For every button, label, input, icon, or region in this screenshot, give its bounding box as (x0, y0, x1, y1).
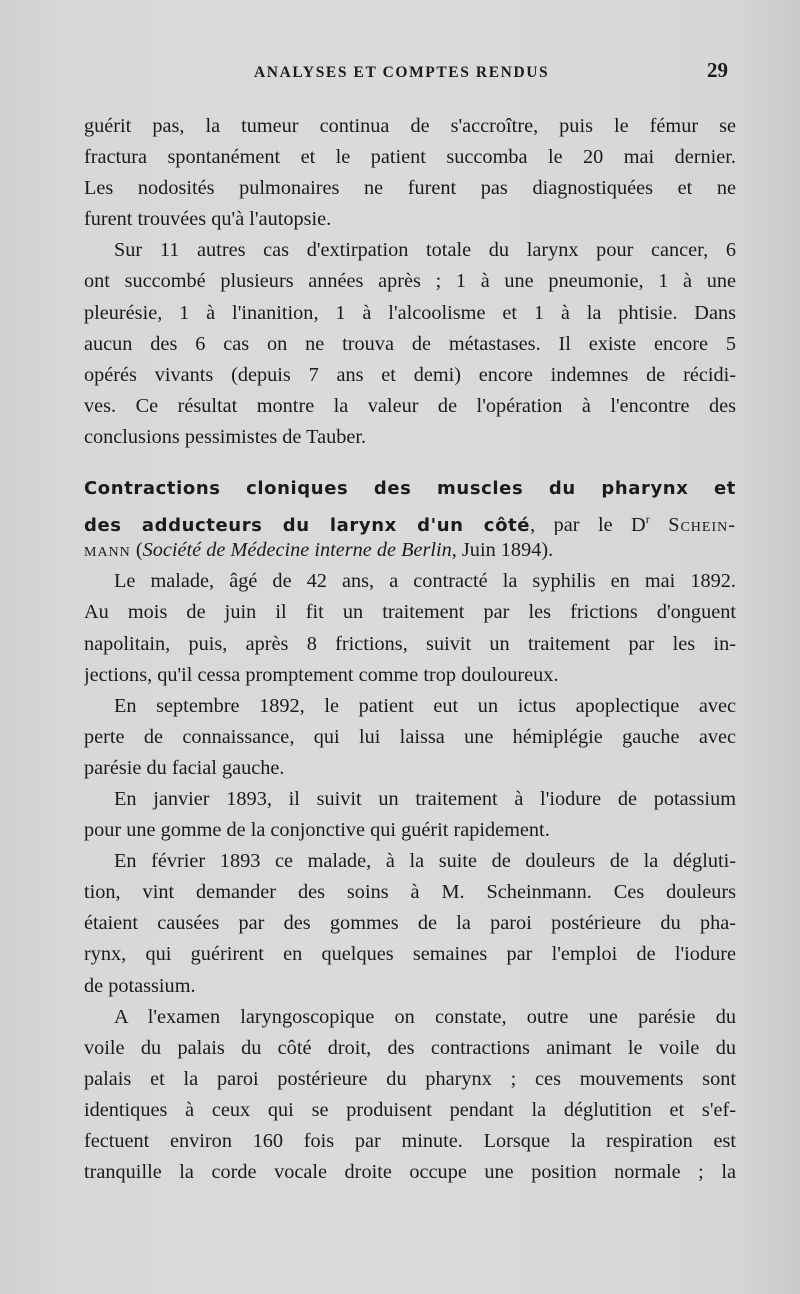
text-line: ves. Ce résultat montre la valeur de l'opération à l'encontre des (84, 394, 736, 417)
source-date: , Juin 1894). (451, 539, 554, 562)
text-line: pleurésie, 1 à l'inanition, 1 à l'alcoolisme et 1 à la phtisie. Dans (84, 301, 736, 324)
text-line: tranquille la corde vocale droite occupe une position normale ; la (84, 1161, 736, 1184)
text-line: voile du palais du côté droit, des contractions animant le voile du (84, 1036, 736, 1059)
section-gap (84, 453, 736, 473)
text-line: de potassium. (84, 974, 196, 997)
text-line: pour une gomme de la conjonctive qui guérit rapidement. (84, 819, 550, 842)
text-line: guérit pas, la tumeur continua de s'accroître, puis le fémur se (84, 115, 736, 137)
text-line: fectuent environ 160 fois par minute. Lorsque la respiration est (84, 1130, 736, 1152)
article-title-part-1: Contractions cloniques des muscles du pharynx et (84, 478, 736, 500)
text-line: ont succombé plusieurs années après ; 1 à une pneumonie, 1 à une (84, 270, 736, 293)
text-line: aucun des 6 cas on ne trouva de métastases. Il existe encore 5 (84, 332, 736, 355)
text-line: Sur 11 autres cas d'extirpation totale du larynx pour cancer, 6 (114, 239, 736, 262)
paragraph-7 (84, 1002, 736, 1189)
text-line: fractura spontanément et le patient succomba le 20 mai dernier. (84, 146, 736, 169)
paragraph-5 (84, 784, 736, 846)
text-line: napolitain, puis, après 8 frictions, suivit un traitement par les in- (84, 632, 736, 655)
text-line: étaient causées par des gommes de la paroi postérieure du pha- (84, 912, 736, 935)
text-line: identiques à ceux qui se produisent pendant la déglutition et s'ef- (84, 1098, 736, 1121)
running-head: ANALYSES ET COMPTES RENDUS (254, 64, 550, 81)
source-society: Société de Médecine interne de Berlin (142, 539, 452, 562)
heading-line-3: mann (Société de Médecine interne de Berlin, Juin 1894). (84, 539, 554, 562)
paragraph-6 (84, 846, 736, 1001)
text-line: perte de connaissance, qui lui laissa une hémiplégie gauche avec (84, 725, 736, 748)
text-line: rynx, qui guérirent en quelques semaines par l'emploi de l'iodure (84, 943, 736, 966)
body-text (84, 111, 736, 1188)
author-prefix: , par le D (530, 513, 646, 536)
author-title-sup: r (645, 512, 650, 527)
text-line: tion, vint demander des soins à M. Scheinmann. Ces douleurs (84, 881, 736, 904)
paragraph-4 (84, 691, 736, 784)
text-line: jections, qu'il cessa promptement comme trop douloureux. (84, 663, 559, 686)
heading-line-1 (84, 473, 736, 504)
text-line: opérés vivants (depuis 7 ans et demi) encore indemnes de récidi- (84, 363, 736, 386)
page-number: 29 (707, 58, 728, 82)
text-line: furent trouvées qu'à l'autopsie. (84, 208, 332, 231)
paragraph-3 (84, 566, 736, 690)
author-name-part-1: Schein- (668, 513, 736, 536)
article-heading (84, 473, 736, 566)
paragraph-2 (84, 235, 736, 453)
text-line: En janvier 1893, il suivit un traitement à l'iodure de potassium (114, 787, 736, 810)
text-line: palais et la paroi postérieure du pharynx ; ces mouvements sont (84, 1067, 736, 1090)
heading-line-2 (84, 504, 736, 535)
text-line: Le malade, âgé de 42 ans, a contracté la syphilis en mai 1892. (114, 570, 736, 593)
text-line: En février 1893 ce malade, à la suite de douleurs de la dégluti- (114, 850, 736, 873)
text-line: Les nodosités pulmonaires ne furent pas diagnostiquées et ne (84, 177, 736, 200)
author-name-part-2: mann (84, 539, 131, 562)
page-header (84, 58, 734, 88)
text-line: Au mois de juin il fit un traitement par les frictions d'onguent (84, 601, 736, 624)
article-title-part-2: des adducteurs du larynx d'un côté (84, 514, 531, 536)
text-line: conclusions pessimistes de Tauber. (84, 425, 367, 448)
text-line: En septembre 1892, le patient eut un ictus apoplectique avec (114, 694, 736, 717)
text-line: parésie du facial gauche. (84, 756, 285, 779)
paragraph-1 (84, 111, 736, 235)
text-line: A l'examen laryngoscopique on constate, outre une parésie du (114, 1005, 736, 1028)
